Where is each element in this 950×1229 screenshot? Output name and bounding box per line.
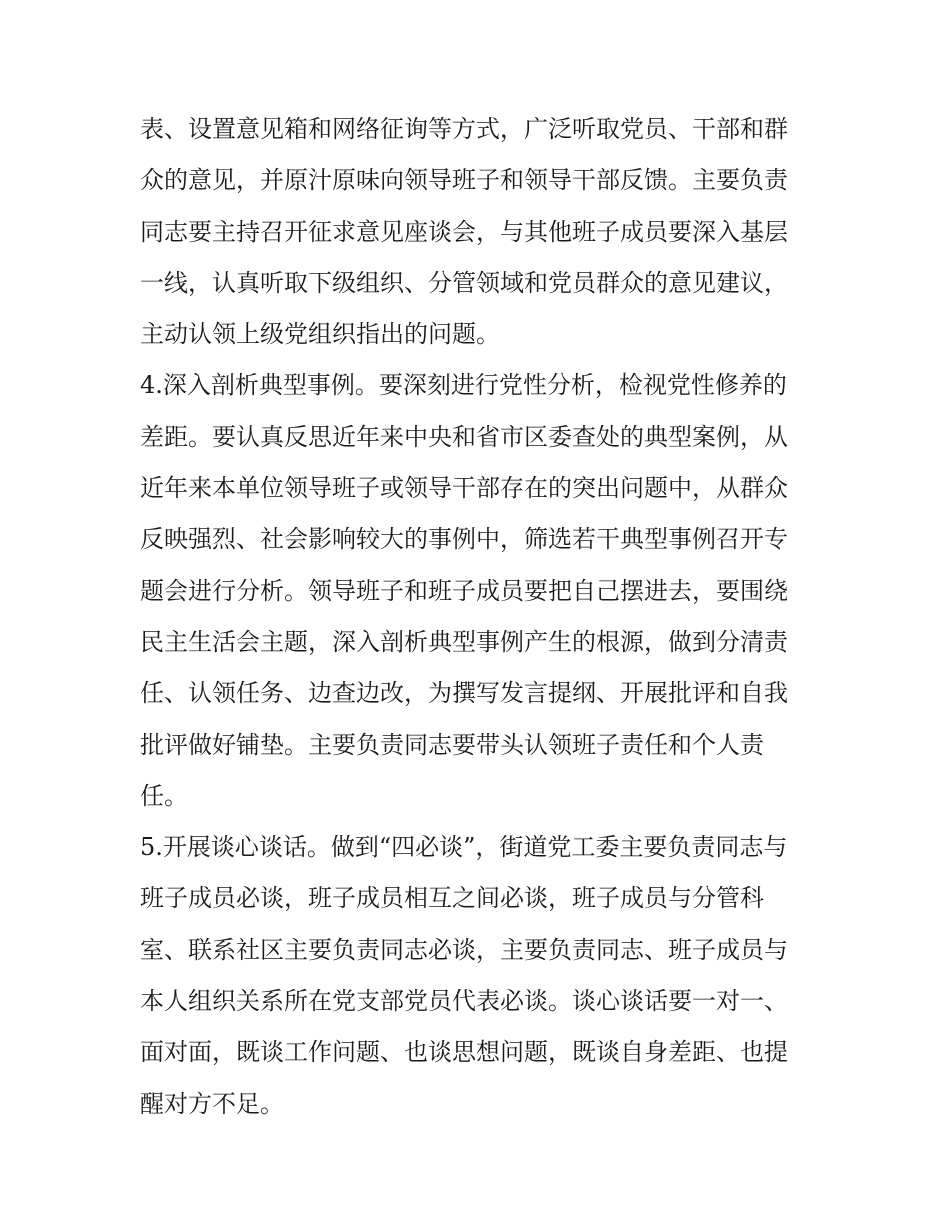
- text-line: 主动认领上级党组织指出的问题。: [140, 320, 500, 349]
- text-line: 近年来本单位领导班子或领导干部存在的突出问题中，从群众: [140, 474, 788, 503]
- text-line: 差距。要认真反思近年来中央和省市区委查处的典型案例，从: [140, 422, 788, 451]
- text-line: 班子成员必谈，班子成员相互之间必谈，班子成员与分管科: [140, 884, 764, 913]
- text-line: 同志要主持召开征求意见座谈会，与其他班子成员要深入基层: [140, 217, 788, 246]
- text-line: 醒对方不足。: [140, 1089, 284, 1118]
- document-body: [140, 104, 820, 1130]
- text-line: 面对面，既谈工作问题、也谈思想问题，既谈自身差距、也提: [140, 1038, 788, 1067]
- text-line: 本人组织关系所在党支部党员代表必谈。谈心谈话要一对一、: [140, 987, 788, 1016]
- text-line: 民主生活会主题，深入剖析典型事例产生的根源，做到分清责: [140, 627, 788, 656]
- text-line: 任、认领任务、边查边改，为撰写发言提纲、开展批评和自我: [140, 679, 788, 708]
- text-line: 题会进行分析。领导班子和班子成员要把自己摆进去，要围绕: [140, 576, 788, 605]
- section-5-heading-line: 5.开展谈心谈话。做到“四必谈”，街道党工委主要负责同志与: [140, 833, 788, 862]
- text-line: 室、联系社区主要负责同志必谈，主要负责同志、班子成员与: [140, 935, 788, 964]
- section-4-heading-line: 4.深入剖析典型事例。要深刻进行党性分析，检视党性修养的: [140, 371, 787, 400]
- text-line: 反映强烈、社会影响较大的事例中，筛选若干典型事例召开专: [140, 525, 788, 554]
- text-line: 任。: [140, 781, 188, 810]
- text-line: 一线，认真听取下级组织、分管领域和党员群众的意见建议，: [140, 268, 788, 297]
- text-line: 表、设置意见箱和网络征询等方式，广泛听取党员、干部和群: [140, 115, 788, 143]
- text-line: 众的意见，并原汁原味向领导班子和领导干部反馈。主要负责: [140, 166, 788, 195]
- text-line: 批评做好铺垫。主要负责同志要带头认领班子责任和个人责: [140, 730, 764, 759]
